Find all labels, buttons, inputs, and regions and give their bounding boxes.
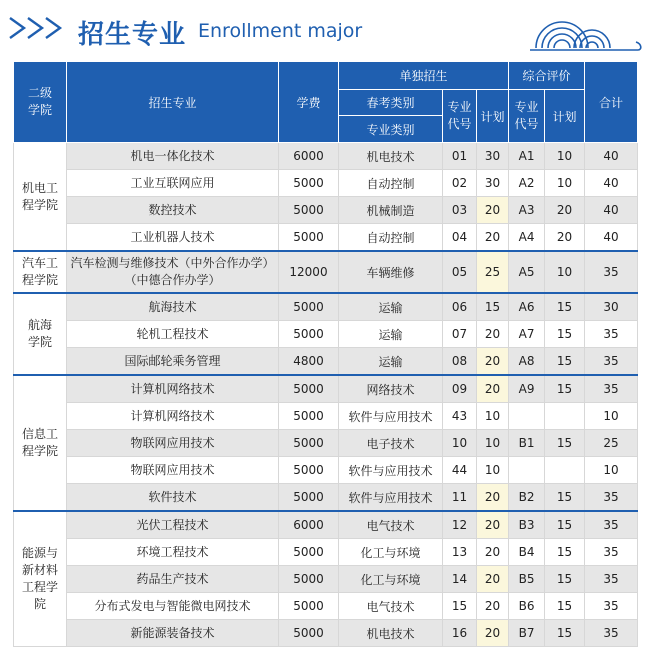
major-cell: 机电一体化技术 xyxy=(67,143,279,170)
college-cell: 机电工 程学院 xyxy=(14,143,67,252)
major-cell: 新能源装备技术 xyxy=(67,620,279,647)
total-cell: 35 xyxy=(585,251,638,293)
major-code-cell: 14 xyxy=(443,566,477,593)
plan-cell: 20 xyxy=(477,566,509,593)
major-type-cell: 电气技术 xyxy=(339,511,443,539)
plan-cell: 20 xyxy=(477,620,509,647)
fee-cell: 5000 xyxy=(279,375,339,403)
comp-plan-cell: 15 xyxy=(545,348,585,376)
total-cell: 35 xyxy=(585,321,638,348)
fee-cell: 12000 xyxy=(279,251,339,293)
comp-code-cell: A7 xyxy=(509,321,545,348)
major-cell: 环境工程技术 xyxy=(67,539,279,566)
table-row xyxy=(14,293,638,321)
table-row xyxy=(14,593,638,620)
total-cell: 40 xyxy=(585,170,638,197)
major-code-cell: 06 xyxy=(443,293,477,321)
college-cell: 航海 学院 xyxy=(14,293,67,375)
comp-plan-cell: 15 xyxy=(545,566,585,593)
header-single: 单独招生 xyxy=(339,62,509,90)
fee-cell: 6000 xyxy=(279,143,339,170)
enrollment-table xyxy=(13,61,638,647)
plan-cell: 20 xyxy=(477,593,509,620)
header-major-type: 专业类别 xyxy=(339,116,443,143)
major-code-cell: 16 xyxy=(443,620,477,647)
table-row xyxy=(14,620,638,647)
plan-cell: 20 xyxy=(477,348,509,376)
major-type-cell: 运输 xyxy=(339,293,443,321)
major-cell: 数控技术 xyxy=(67,197,279,224)
comp-plan-cell xyxy=(545,403,585,430)
plan-cell: 10 xyxy=(477,430,509,457)
total-cell: 40 xyxy=(585,224,638,252)
college-cell: 信息工 程学院 xyxy=(14,375,67,511)
comp-code-cell: A2 xyxy=(509,170,545,197)
plan-cell: 20 xyxy=(477,224,509,252)
comp-plan-cell: 20 xyxy=(545,224,585,252)
major-code-cell: 03 xyxy=(443,197,477,224)
comp-plan-cell: 15 xyxy=(545,593,585,620)
fee-cell: 5000 xyxy=(279,457,339,484)
table-row xyxy=(14,375,638,403)
fee-cell: 5000 xyxy=(279,430,339,457)
comp-code-cell: A4 xyxy=(509,224,545,252)
major-cell: 计算机网络技术 xyxy=(67,375,279,403)
table-row xyxy=(14,197,638,224)
plan-cell: 10 xyxy=(477,403,509,430)
major-type-cell: 自动控制 xyxy=(339,224,443,252)
comp-plan-cell: 15 xyxy=(545,511,585,539)
table-row xyxy=(14,566,638,593)
fee-cell: 5000 xyxy=(279,197,339,224)
plan-cell: 20 xyxy=(477,197,509,224)
total-cell: 35 xyxy=(585,620,638,647)
major-code-cell: 44 xyxy=(443,457,477,484)
fee-cell: 5000 xyxy=(279,593,339,620)
header-plan-2: 计划 xyxy=(545,90,585,143)
comp-code-cell xyxy=(509,403,545,430)
table-row xyxy=(14,224,638,252)
major-cell: 航海技术 xyxy=(67,293,279,321)
header-total: 合计 xyxy=(585,62,638,143)
table-row xyxy=(14,251,638,293)
table-row xyxy=(14,143,638,170)
comp-code-cell: A6 xyxy=(509,293,545,321)
comp-code-cell: B1 xyxy=(509,430,545,457)
comp-code-cell: B2 xyxy=(509,484,545,512)
total-cell: 35 xyxy=(585,539,638,566)
table-header xyxy=(14,62,638,143)
page-subtitle: Enrollment major xyxy=(198,20,363,42)
total-cell: 35 xyxy=(585,566,638,593)
comp-code-cell xyxy=(509,457,545,484)
major-code-cell: 05 xyxy=(443,251,477,293)
header-major-code: 专业 代号 xyxy=(443,90,477,143)
major-type-cell: 软件与应用技术 xyxy=(339,403,443,430)
major-cell: 物联网应用技术 xyxy=(67,430,279,457)
major-type-cell: 机电技术 xyxy=(339,143,443,170)
major-code-cell: 11 xyxy=(443,484,477,512)
major-code-cell: 01 xyxy=(443,143,477,170)
comp-code-cell: B4 xyxy=(509,539,545,566)
comp-plan-cell: 15 xyxy=(545,620,585,647)
fee-cell: 5000 xyxy=(279,484,339,512)
major-cell: 计算机网络技术 xyxy=(67,403,279,430)
major-type-cell: 电气技术 xyxy=(339,593,443,620)
comp-plan-cell: 10 xyxy=(545,143,585,170)
major-code-cell: 09 xyxy=(443,375,477,403)
fee-cell: 4800 xyxy=(279,348,339,376)
major-code-cell: 13 xyxy=(443,539,477,566)
fee-cell: 5000 xyxy=(279,566,339,593)
double-chevron-icon xyxy=(8,16,70,40)
fee-cell: 6000 xyxy=(279,511,339,539)
comp-plan-cell: 10 xyxy=(545,170,585,197)
total-cell: 40 xyxy=(585,143,638,170)
plan-cell: 20 xyxy=(477,321,509,348)
fee-cell: 5000 xyxy=(279,620,339,647)
total-cell: 30 xyxy=(585,293,638,321)
fee-cell: 5000 xyxy=(279,224,339,252)
header-comprehensive: 综合评价 xyxy=(509,62,585,90)
major-type-cell: 自动控制 xyxy=(339,170,443,197)
total-cell: 25 xyxy=(585,430,638,457)
major-type-cell: 机械制造 xyxy=(339,197,443,224)
major-cell: 物联网应用技术 xyxy=(67,457,279,484)
total-cell: 35 xyxy=(585,593,638,620)
major-type-cell: 网络技术 xyxy=(339,375,443,403)
table-body xyxy=(14,143,638,647)
total-cell: 10 xyxy=(585,403,638,430)
major-type-cell: 运输 xyxy=(339,321,443,348)
fee-cell: 5000 xyxy=(279,403,339,430)
total-cell: 10 xyxy=(585,457,638,484)
fee-cell: 5000 xyxy=(279,539,339,566)
total-cell: 35 xyxy=(585,484,638,512)
table-row xyxy=(14,348,638,376)
major-cell: 工业机器人技术 xyxy=(67,224,279,252)
comp-plan-cell: 15 xyxy=(545,430,585,457)
major-type-cell: 软件与应用技术 xyxy=(339,457,443,484)
header-major-code-2: 专业 代号 xyxy=(509,90,545,143)
plan-cell: 30 xyxy=(477,143,509,170)
major-code-cell: 10 xyxy=(443,430,477,457)
plan-cell: 20 xyxy=(477,375,509,403)
plan-cell: 20 xyxy=(477,511,509,539)
comp-plan-cell: 15 xyxy=(545,375,585,403)
comp-code-cell: A1 xyxy=(509,143,545,170)
fee-cell: 5000 xyxy=(279,170,339,197)
major-code-cell: 02 xyxy=(443,170,477,197)
plan-cell: 20 xyxy=(477,484,509,512)
major-type-cell: 化工与环境 xyxy=(339,539,443,566)
header-spring-type: 春考类别 xyxy=(339,90,443,116)
table-row xyxy=(14,170,638,197)
major-code-cell: 04 xyxy=(443,224,477,252)
comp-plan-cell: 20 xyxy=(545,197,585,224)
plan-cell: 20 xyxy=(477,539,509,566)
college-cell: 能源与 新材料 工程学 院 xyxy=(14,511,67,647)
header-fee: 学费 xyxy=(279,62,339,143)
comp-code-cell: B5 xyxy=(509,566,545,593)
header-college: 二级 学院 xyxy=(14,62,67,143)
fee-cell: 5000 xyxy=(279,321,339,348)
college-cell: 汽车工 程学院 xyxy=(14,251,67,293)
comp-code-cell: B7 xyxy=(509,620,545,647)
major-code-cell: 43 xyxy=(443,403,477,430)
table-row xyxy=(14,484,638,512)
comp-plan-cell: 15 xyxy=(545,484,585,512)
page-header xyxy=(8,10,644,54)
plan-cell: 15 xyxy=(477,293,509,321)
plan-cell: 25 xyxy=(477,251,509,293)
comp-code-cell: A3 xyxy=(509,197,545,224)
comp-code-cell: B3 xyxy=(509,511,545,539)
total-cell: 35 xyxy=(585,348,638,376)
total-cell: 35 xyxy=(585,375,638,403)
comp-plan-cell: 15 xyxy=(545,293,585,321)
major-cell: 软件技术 xyxy=(67,484,279,512)
table-row xyxy=(14,403,638,430)
comp-plan-cell: 10 xyxy=(545,251,585,293)
major-cell: 汽车检测与维修技术（中外合作办学） （中德合作办学） xyxy=(67,251,279,293)
major-code-cell: 07 xyxy=(443,321,477,348)
major-code-cell: 15 xyxy=(443,593,477,620)
major-code-cell: 08 xyxy=(443,348,477,376)
major-cell: 工业互联网应用 xyxy=(67,170,279,197)
table-row xyxy=(14,539,638,566)
total-cell: 35 xyxy=(585,511,638,539)
major-cell: 分布式发电与智能微电网技术 xyxy=(67,593,279,620)
plan-cell: 10 xyxy=(477,457,509,484)
major-cell: 国际邮轮乘务管理 xyxy=(67,348,279,376)
major-cell: 药品生产技术 xyxy=(67,566,279,593)
comp-code-cell: B6 xyxy=(509,593,545,620)
major-type-cell: 软件与应用技术 xyxy=(339,484,443,512)
major-type-cell: 机电技术 xyxy=(339,620,443,647)
comp-plan-cell: 15 xyxy=(545,321,585,348)
comp-code-cell: A9 xyxy=(509,375,545,403)
comp-code-cell: A8 xyxy=(509,348,545,376)
major-type-cell: 化工与环境 xyxy=(339,566,443,593)
comp-code-cell: A5 xyxy=(509,251,545,293)
total-cell: 40 xyxy=(585,197,638,224)
fee-cell: 5000 xyxy=(279,293,339,321)
major-type-cell: 电子技术 xyxy=(339,430,443,457)
table-row xyxy=(14,430,638,457)
comp-plan-cell: 15 xyxy=(545,539,585,566)
table-row xyxy=(14,457,638,484)
header-plan: 计划 xyxy=(477,90,509,143)
table-row xyxy=(14,511,638,539)
major-cell: 轮机工程技术 xyxy=(67,321,279,348)
wave-logo-icon xyxy=(526,12,644,52)
header-major: 招生专业 xyxy=(67,62,279,143)
major-type-cell: 运输 xyxy=(339,348,443,376)
major-type-cell: 车辆维修 xyxy=(339,251,443,293)
major-code-cell: 12 xyxy=(443,511,477,539)
major-cell: 光伏工程技术 xyxy=(67,511,279,539)
comp-plan-cell xyxy=(545,457,585,484)
plan-cell: 30 xyxy=(477,170,509,197)
table-row xyxy=(14,321,638,348)
page-title: 招生专业 xyxy=(78,20,187,50)
